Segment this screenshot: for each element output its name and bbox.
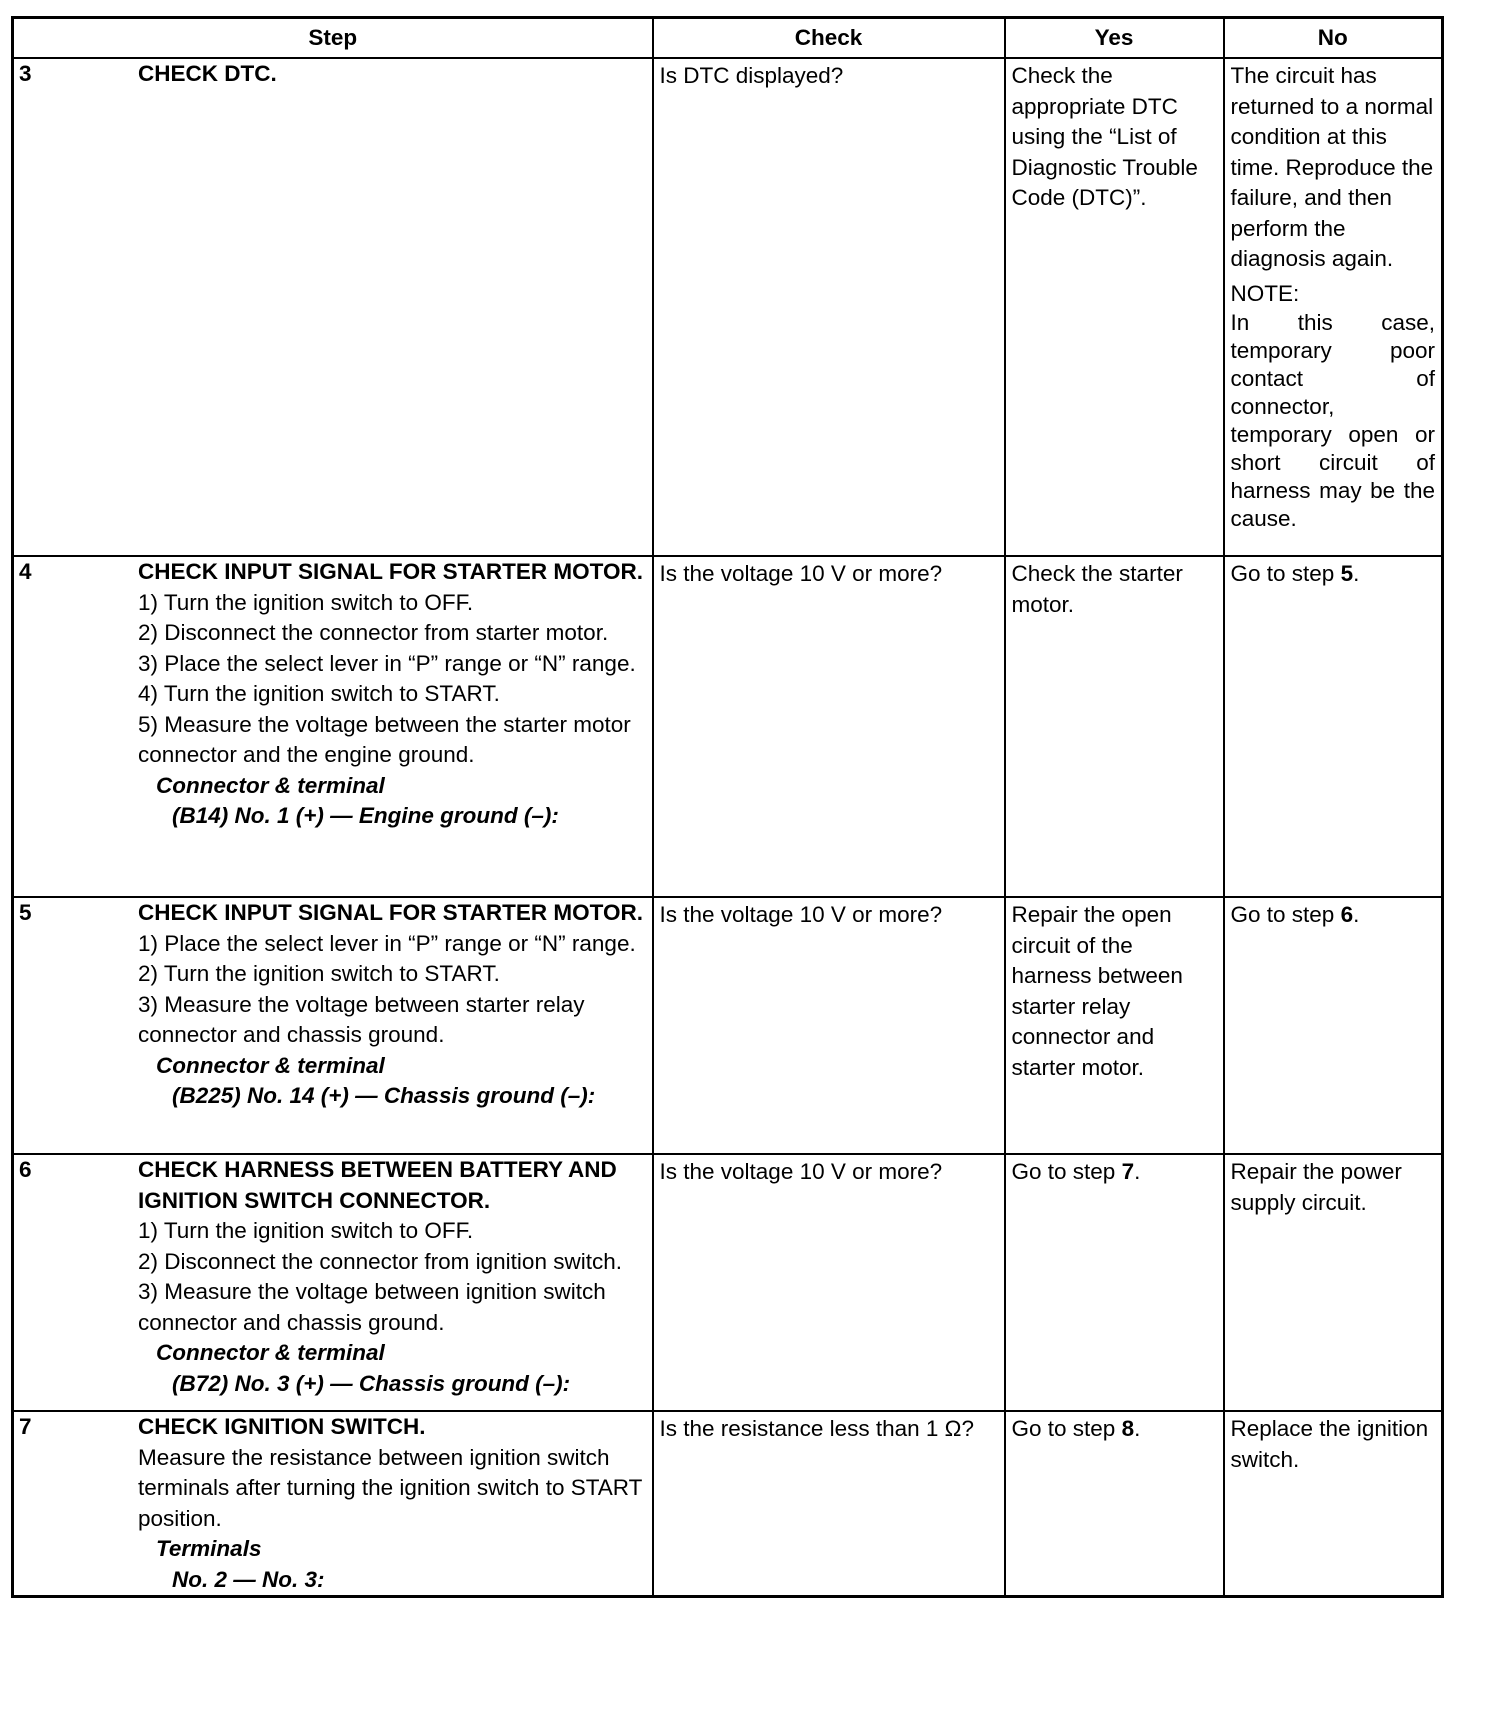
step-title: CHECK INPUT SIGNAL FOR STARTER MOTOR. [138, 900, 644, 925]
step-title: CHECK IGNITION SWITCH. [138, 1414, 426, 1439]
no-suffix: . [1353, 902, 1360, 927]
no-prefix: Go to step [1230, 561, 1341, 586]
yes-cell [1005, 1411, 1224, 1597]
note-text: In this case, temporary poor contact of connector, temporary open or short circuit of harness may be the cause. [1230, 310, 1435, 531]
step-ref: 5 [1340, 561, 1354, 586]
connector-value: (B225) No. 14 (+) — Chassis ground (–): [172, 1083, 596, 1108]
no-cell [1224, 58, 1443, 556]
step-number: 4 [19, 559, 32, 584]
connector-label: Connector & terminal [156, 1340, 385, 1365]
check-cell: Is DTC displayed? [653, 58, 1005, 556]
no-cell: Replace the ignition switch. [1224, 1411, 1443, 1597]
procedure-step: 2) Turn the ignition switch to START. [138, 961, 500, 986]
step-number: 5 [19, 900, 32, 925]
check-cell: Is the voltage 10 V or more? [653, 556, 1005, 897]
yes-suffix: . [1134, 1159, 1141, 1184]
step-cell [13, 1154, 653, 1411]
check-cell: Is the voltage 10 V or more? [653, 897, 1005, 1154]
check-cell: Is the resistance less than 1 Ω? [653, 1411, 1005, 1597]
yes-suffix: . [1134, 1416, 1141, 1441]
step-number: 3 [19, 61, 32, 86]
no-cell [1224, 556, 1443, 897]
procedure-step: 3) Measure the voltage between ignition switch connector and chassis ground. [138, 1279, 606, 1335]
table-row [13, 897, 1443, 1154]
step-title: CHECK DTC. [138, 61, 277, 86]
procedure-step: 2) Disconnect the connector from starter motor. [138, 620, 609, 645]
procedure-step: 5) Measure the voltage between the starter motor connector and the engine ground. [138, 711, 631, 767]
procedure-step: 1) Place the select lever in “P” range or “N” range. [138, 930, 636, 956]
check-cell: Is the voltage 10 V or more? [653, 1154, 1005, 1411]
procedure-step: 1) Turn the ignition switch to OFF. [138, 1218, 474, 1243]
diagnosis-table [11, 16, 1444, 1598]
connector-label: Connector & terminal [156, 1052, 385, 1078]
connector-value: (B72) No. 3 (+) — Chassis ground (–): [172, 1370, 571, 1396]
terminals-label: Terminals [156, 1536, 262, 1561]
header-step: Step [13, 18, 653, 59]
procedure-step: 4) Turn the ignition switch to START. [138, 681, 500, 706]
step-ref: 8 [1121, 1416, 1135, 1441]
connector-value: (B14) No. 1 (+) — Engine ground (–): [172, 803, 559, 828]
yes-prefix: Go to step [1011, 1159, 1122, 1184]
step-cell [13, 58, 653, 556]
step-ref: 7 [1121, 1159, 1135, 1184]
procedure-text: Measure the resistance between ignition switch terminals after turning the ignition switch to START position. [138, 1444, 642, 1531]
table-header-row [13, 18, 1443, 59]
header-no: No [1224, 18, 1443, 59]
step-number: 6 [19, 1157, 32, 1182]
no-cell: Repair the power supply circuit. [1224, 1154, 1443, 1411]
table-row [13, 1154, 1443, 1411]
header-check: Check [653, 18, 1005, 59]
terminals-value: No. 2 — No. 3: [172, 1566, 325, 1592]
page [11, 16, 1444, 1598]
procedure-step: 2) Disconnect the connector from ignition switch. [138, 1248, 622, 1274]
yes-cell: Repair the open circuit of the harness between starter relay connector and starter motor. [1005, 897, 1224, 1154]
step-cell [13, 897, 653, 1154]
header-yes: Yes [1005, 18, 1224, 59]
step-ref: 6 [1340, 902, 1354, 927]
no-cell [1224, 897, 1443, 1154]
connector-label: Connector & terminal [156, 772, 385, 798]
note-label: NOTE: [1230, 280, 1300, 306]
no-prefix: Go to step [1230, 902, 1341, 927]
yes-prefix: Go to step [1011, 1416, 1122, 1441]
step-cell [13, 556, 653, 897]
no-suffix: . [1353, 561, 1360, 586]
table-row [13, 58, 1443, 556]
procedure-step: 3) Place the select lever in “P” range or “N” range. [138, 650, 636, 676]
no-text: The circuit has returned to a normal condition at this time. Reproduce the failure, and then perform the diagnosis again. [1230, 63, 1434, 271]
step-title: CHECK HARNESS BETWEEN BATTERY AND IGNITION SWITCH CONNECTOR. [138, 1157, 617, 1213]
step-cell [13, 1411, 653, 1597]
table-row [13, 1411, 1443, 1597]
yes-cell: Check the appropriate DTC using the “List of Diagnostic Trouble Code (DTC)”. [1005, 58, 1224, 556]
step-number: 7 [19, 1414, 32, 1439]
procedure-step: 3) Measure the voltage between starter relay connector and chassis ground. [138, 991, 585, 1047]
yes-cell [1005, 1154, 1224, 1411]
yes-cell: Check the starter motor. [1005, 556, 1224, 897]
step-title: CHECK INPUT SIGNAL FOR STARTER MOTOR. [138, 559, 644, 584]
table-row [13, 556, 1443, 897]
procedure-step: 1) Turn the ignition switch to OFF. [138, 589, 474, 615]
